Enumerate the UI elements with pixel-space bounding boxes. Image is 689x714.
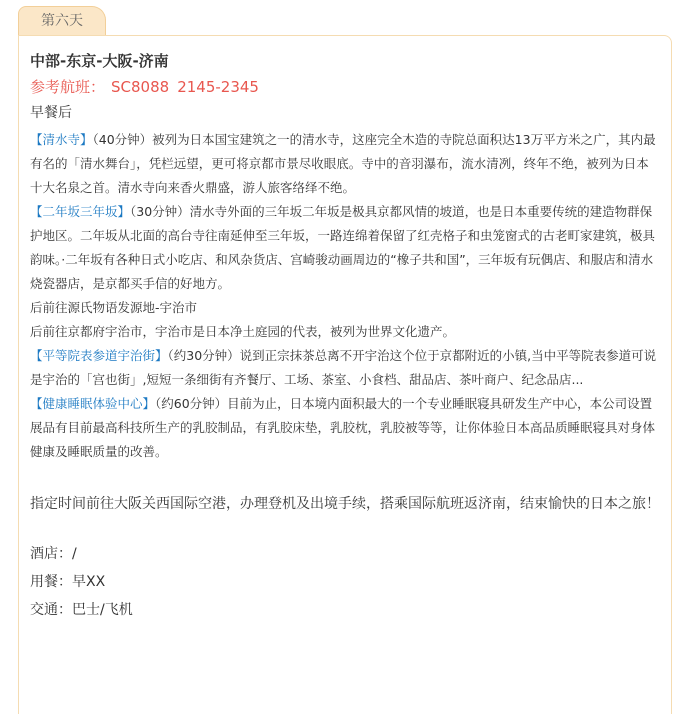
flight-time: 2145-2345 — [177, 78, 259, 96]
hotel-info: 酒店：/ — [30, 546, 77, 562]
flight-label: 参考航班： — [30, 78, 106, 96]
sight-tag[interactable]: 【平等院表参道宇治街】 — [30, 348, 168, 363]
sight-text: （40分钟）被列为日本国宝建筑之一的清水寺，这座完全木造的寺院总面积达13万平方米之广，其内最有名的「清水舞台」，凭栏远望，更可将京都市景尽收眼底。寺中的音羽瀑布，流水清冽，终年不绝，被列为日本十大名泉之首。清水寺向来香火鼎盛，游人旅客络绎不绝。 — [30, 132, 656, 195]
sight-paragraph — [30, 392, 661, 464]
day-tab[interactable]: 第六天 — [18, 6, 106, 36]
flight-info — [30, 76, 661, 98]
route-title: 中部-东京-大阪-济南 — [30, 52, 169, 70]
transport-info: 交通：巴士/飞机 — [30, 602, 133, 618]
sight-tag[interactable]: 【清水寺】 — [30, 132, 93, 147]
transfer-line: 后前往源氏物语发源地-宇治市 — [30, 300, 198, 315]
sight-tag[interactable]: 【健康睡眠体验中心】 — [30, 396, 156, 411]
sight-text: （约30分钟）说到正宗抹茶总离不开宇治这个位于京都附近的小镇,当中平等院表参道可说是宇治的「宫也街」,短短一条细街有齐餐厅、工场、茶室、小食档、甜品店、茶叶商户、纪念品店... — [30, 348, 657, 387]
meal-time: 早餐后 — [30, 105, 72, 121]
itinerary-card — [18, 35, 672, 714]
sight-paragraph — [30, 200, 661, 296]
transfer-line: 后前往京都府宇治市，宇治市是日本净土庭园的代表，被列为世界文化遗产。 — [30, 324, 456, 339]
sight-text: （30分钟）清水寺外面的三年坂二年坂是极具京都风情的坡道，也是日本重要传统的建造物群保护地区。二年坂从北面的高台寺往南延伸至三年坂，一路连绵着保留了红壳格子和虫笼窗式的古老町家建筑，极具韵味。·二年坂有各种日式小吃店、和风杂货店、宫崎骏动画周边的“橡子共和国”，三年坂有玩偶店、和服店和清水烧瓷器店，是京都买手信的好地方。 — [30, 204, 656, 291]
sight-paragraph — [30, 344, 661, 392]
flight-code: SC8088 — [111, 78, 170, 96]
meal-info: 用餐：早XX — [30, 574, 106, 590]
closing-paragraph: 指定时间前往大阪关西国际空港，办理登机及出境手续，搭乘国际航班返济南，结束愉快的日本之旅！ — [30, 496, 660, 512]
sight-tag[interactable]: 【二年坂三年坂】 — [30, 204, 131, 219]
sight-text: （约60分钟）目前为止，日本境内面积最大的一个专业睡眠寝具研发生产中心，本公司设置展品有目前最高科技所生产的乳胶制品，有乳胶床垫，乳胶枕，乳胶被等等，让你体验日本高品质睡眠寝具对身体健康及睡眠质量的改善。 — [30, 396, 656, 459]
sight-paragraph — [30, 128, 661, 200]
